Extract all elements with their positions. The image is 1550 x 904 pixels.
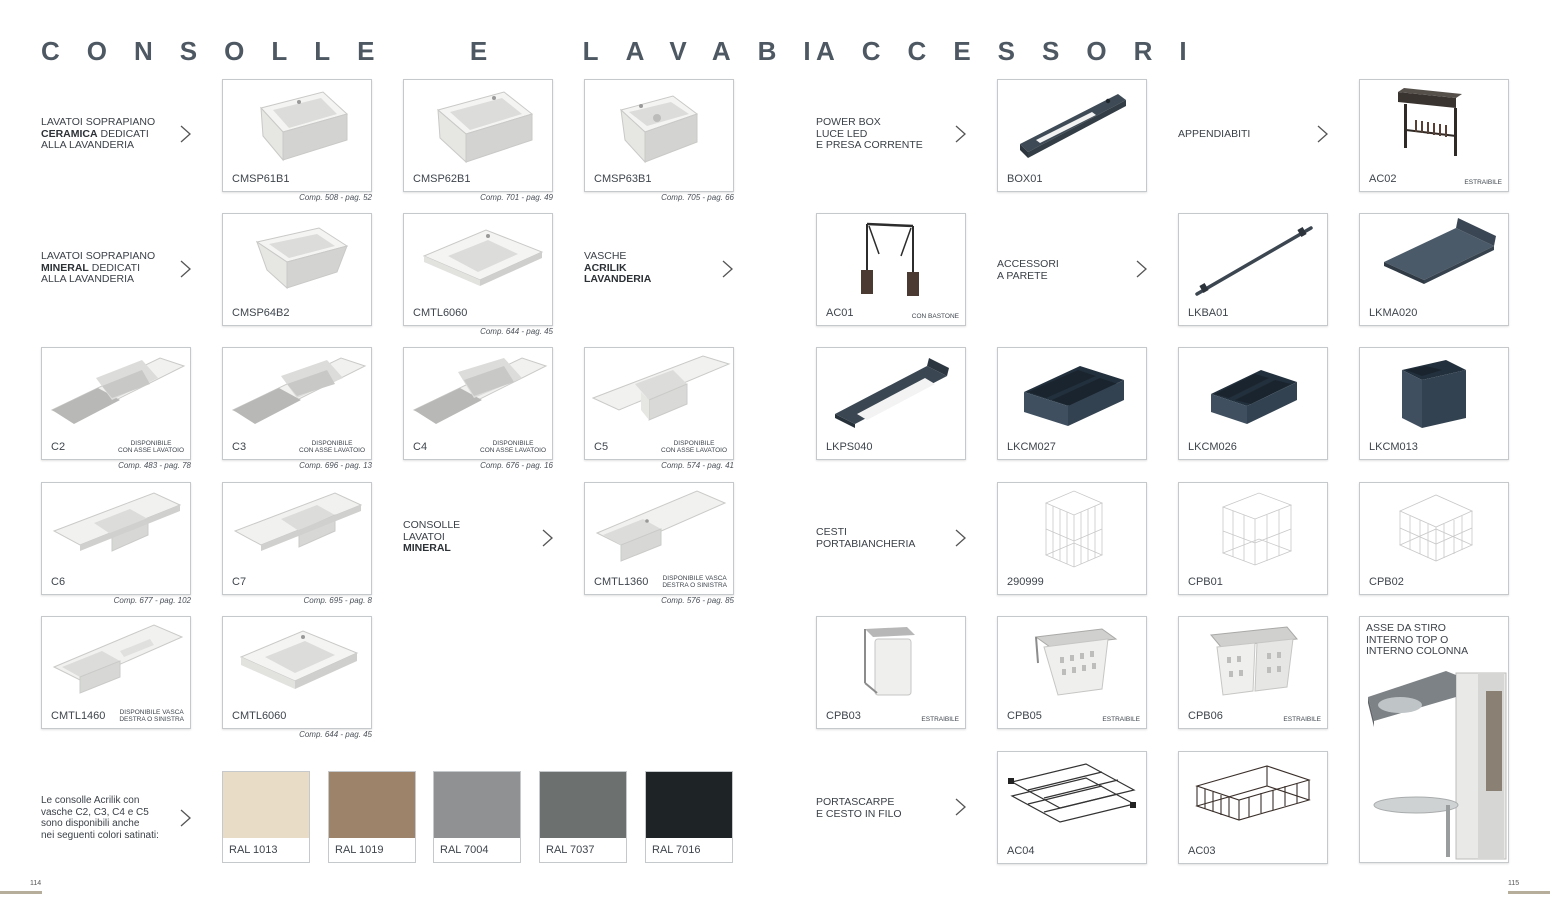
sink-image: [223, 214, 373, 310]
double-container-image: [998, 348, 1148, 444]
chevron-right-icon: [1315, 124, 1329, 144]
accessory-code: LKBA01: [1188, 307, 1229, 319]
product-card[interactable]: [584, 79, 734, 192]
color-swatch[interactable]: [222, 771, 310, 863]
product-note: DISPONIBILE CON ASSE LAVATOIO: [480, 440, 546, 454]
swatch-fill: [646, 772, 732, 838]
product-code: C3: [232, 441, 247, 453]
sink-image: [404, 214, 554, 310]
page-number-right: 115: [1508, 880, 1520, 887]
catalog-reference: Comp. 695 - pag. 8: [303, 596, 372, 605]
product-code: C7: [232, 576, 247, 588]
accessory-card[interactable]: [997, 482, 1147, 595]
product-note: DISPONIBILE CON ASSE LAVATOIO: [118, 440, 184, 454]
product-card[interactable]: [403, 213, 553, 326]
accessory-code: AC03: [1188, 845, 1216, 857]
sink-image: [404, 80, 554, 176]
pull-down-hanger-image: [817, 214, 967, 310]
swatch-code: RAL 7037: [546, 844, 595, 856]
consolle-mineral-label: CONSOLLE LAVATOI MINERAL: [403, 519, 461, 554]
shoe-rack-image: [998, 752, 1148, 848]
sink-image: [223, 80, 373, 176]
accessory-card[interactable]: [1178, 347, 1328, 460]
wire-drawer-image: [1179, 752, 1329, 848]
page-footer-line-left: [0, 891, 42, 894]
product-code: C2: [51, 441, 66, 453]
accessory-card[interactable]: [997, 616, 1147, 729]
accessory-code: BOX01: [1007, 173, 1043, 185]
catalog-reference: Comp. 483 - pag. 78: [118, 461, 191, 470]
product-card[interactable]: [222, 213, 372, 326]
catalog-reference: Comp. 576 - pag. 85: [661, 596, 734, 605]
color-swatch[interactable]: [433, 771, 521, 863]
chevron-right-icon: [178, 808, 192, 828]
accessory-code: CPB03: [826, 710, 861, 722]
page-number-left: 114: [30, 880, 42, 887]
sink-image: [585, 80, 735, 176]
accessory-code: CPB02: [1369, 576, 1404, 588]
console-image: [223, 348, 373, 444]
chevron-right-icon: [1134, 259, 1148, 279]
ceramica-label: LAVATOI SOPRAPIANO CERAMICA DEDICATI ALLA LAVANDERIA: [41, 116, 156, 151]
product-note: DISPONIBILE VASCA DESTRA O SINISTRA: [119, 709, 184, 723]
product-code: CMTL1460: [51, 710, 106, 722]
accessory-note: CON BASTONE: [911, 313, 959, 320]
color-swatch[interactable]: [328, 771, 416, 863]
accessory-code: AC04: [1007, 845, 1035, 857]
swatch-code: RAL 1013: [229, 844, 278, 856]
product-code: CMSP64B2: [232, 307, 290, 319]
product-code: CMTL6060: [413, 307, 468, 319]
double-container-image: [1179, 348, 1329, 444]
product-code: C6: [51, 576, 66, 588]
swatch-code: RAL 1019: [335, 844, 384, 856]
catalog-reference: Comp. 644 - pag. 45: [299, 730, 372, 739]
pull-out-bin-image: [817, 617, 967, 713]
wall-accessories-label: ACCESSORI A PARETE: [997, 258, 1059, 282]
chevron-right-icon: [178, 259, 192, 279]
page-footer-line-right: [1508, 891, 1550, 894]
product-card[interactable]: [41, 482, 191, 595]
wire-basket-image: [998, 483, 1148, 579]
accessory-code: 290999: [1007, 576, 1044, 588]
console-image: [42, 348, 192, 444]
accessory-card[interactable]: [1359, 347, 1509, 460]
swatch-fill: [223, 772, 309, 838]
power-box-image: [998, 80, 1148, 176]
catalog-reference: Comp. 677 - pag. 102: [113, 596, 191, 605]
wall-bar-image: [1179, 214, 1329, 310]
acrilik-label: VASCHE ACRILIK LAVANDERIA: [584, 250, 652, 285]
product-card[interactable]: [222, 616, 372, 729]
color-swatch[interactable]: [645, 771, 733, 863]
accessory-code: LKMA020: [1369, 307, 1418, 319]
console-image: [223, 483, 373, 579]
product-note: DISPONIBILE CON ASSE LAVATOIO: [299, 440, 365, 454]
accessory-code: CPB05: [1007, 710, 1042, 722]
product-card[interactable]: [403, 347, 553, 460]
accessory-card[interactable]: [1178, 213, 1328, 326]
chevron-right-icon: [953, 797, 967, 817]
catalog-reference: Comp. 644 - pag. 45: [480, 327, 553, 336]
product-code: CMTL1360: [594, 576, 649, 588]
accessory-note: ESTRAIBILE: [921, 716, 959, 723]
accessory-note: ESTRAIBILE: [1283, 716, 1321, 723]
ironing-board-title: ASSE DA STIRO INTERNO TOP O INTERNO COLONNA: [1366, 622, 1469, 657]
laundry-basket-image: [998, 617, 1148, 713]
accessory-code: LKCM013: [1369, 441, 1418, 453]
product-card[interactable]: [41, 347, 191, 460]
product-code: CMSP63B1: [594, 173, 652, 185]
wire-basket-image: [1179, 483, 1329, 579]
appendiabiti-label: APPENDIABITI: [1178, 128, 1251, 140]
accessory-card[interactable]: [1178, 482, 1328, 595]
accessory-card[interactable]: [1359, 213, 1509, 326]
chevron-right-icon: [178, 124, 192, 144]
shoe-rack-label: PORTASCARPE E CESTO IN FILO: [816, 796, 902, 820]
chevron-right-icon: [720, 259, 734, 279]
product-card[interactable]: [222, 482, 372, 595]
catalog-reference: Comp. 705 - pag. 66: [661, 193, 734, 202]
product-card[interactable]: [222, 79, 372, 192]
accessory-code: AC01: [826, 307, 854, 319]
product-code: CMTL6060: [232, 710, 287, 722]
laundry-basket-image: [1179, 617, 1329, 713]
swatch-code: RAL 7016: [652, 844, 701, 856]
catalog-reference: Comp. 701 - pag. 49: [480, 193, 553, 202]
led-shelf-image: [817, 348, 967, 444]
baskets-label: CESTI PORTABIANCHERIA: [816, 526, 916, 550]
accessory-code: LKCM026: [1188, 441, 1237, 453]
powerbox-label: POWER BOX LUCE LED E PRESA CORRENTE: [816, 116, 923, 151]
console-image: [585, 348, 735, 444]
console-image: [585, 483, 735, 579]
accessory-card[interactable]: [1359, 79, 1509, 192]
accessory-code: CPB01: [1188, 576, 1223, 588]
console-image: [42, 483, 192, 579]
chevron-right-icon: [540, 528, 554, 548]
accessory-card[interactable]: [1359, 482, 1509, 595]
product-note: DISPONIBILE CON ASSE LAVATOIO: [661, 440, 727, 454]
swatch-code: RAL 7004: [440, 844, 489, 856]
console-image: [404, 348, 554, 444]
right-section-title: ACCESSORI: [816, 36, 1214, 66]
product-note: DISPONIBILE VASCA DESTRA O SINISTRA: [662, 575, 727, 589]
swatch-fill: [434, 772, 520, 838]
accessory-note: ESTRAIBILE: [1102, 716, 1140, 723]
product-card[interactable]: [584, 347, 734, 460]
accessory-card[interactable]: [1178, 751, 1328, 864]
hanger-rail-image: [1360, 80, 1510, 176]
catalog-reference: Comp. 508 - pag. 52: [299, 193, 372, 202]
single-container-image: [1360, 348, 1510, 444]
accessory-code: AC02: [1369, 173, 1397, 185]
wall-shelf-image: [1360, 214, 1510, 310]
product-card[interactable]: [584, 482, 734, 595]
chevron-right-icon: [953, 528, 967, 548]
accessory-card[interactable]: [997, 751, 1147, 864]
accessory-card[interactable]: [816, 213, 966, 326]
color-swatch[interactable]: [539, 771, 627, 863]
ironing-board-card[interactable]: [1359, 616, 1509, 863]
product-card[interactable]: [222, 347, 372, 460]
accessory-card[interactable]: [997, 79, 1147, 192]
product-code: CMSP61B1: [232, 173, 290, 185]
product-code: CMSP62B1: [413, 173, 471, 185]
catalog-reference: Comp. 676 - pag. 16: [480, 461, 553, 470]
chevron-right-icon: [953, 124, 967, 144]
product-code: C4: [413, 441, 428, 453]
sink-image: [223, 617, 373, 713]
product-card[interactable]: [41, 616, 191, 729]
catalog-reference: Comp. 574 - pag. 41: [661, 461, 734, 470]
left-section-title: CONSOLLE E LAVABI: [41, 36, 838, 66]
product-code: C5: [594, 441, 609, 453]
console-image: [42, 617, 192, 713]
ironing-board-image: [1360, 661, 1508, 861]
catalog-reference: Comp. 696 - pag. 13: [299, 461, 372, 470]
accessory-code: CPB06: [1188, 710, 1223, 722]
accessory-code: LKCM027: [1007, 441, 1056, 453]
accessory-card[interactable]: [1178, 616, 1328, 729]
product-card[interactable]: [403, 79, 553, 192]
swatch-fill: [540, 772, 626, 838]
colors-note: Le consolle Acrilik con vasche C2, C3, C4 e C5 sono disponibili anche nei seguenti colori satinati:: [41, 795, 159, 841]
accessory-code: LKPS040: [826, 441, 873, 453]
accessory-note: ESTRAIBILE: [1464, 179, 1502, 186]
accessory-card[interactable]: [997, 347, 1147, 460]
accessory-card[interactable]: [816, 347, 966, 460]
wire-basket-image: [1360, 483, 1510, 579]
mineral-label: LAVATOI SOPRAPIANO MINERAL DEDICATI ALLA LAVANDERIA: [41, 250, 156, 285]
swatch-fill: [329, 772, 415, 838]
accessory-card[interactable]: [816, 616, 966, 729]
